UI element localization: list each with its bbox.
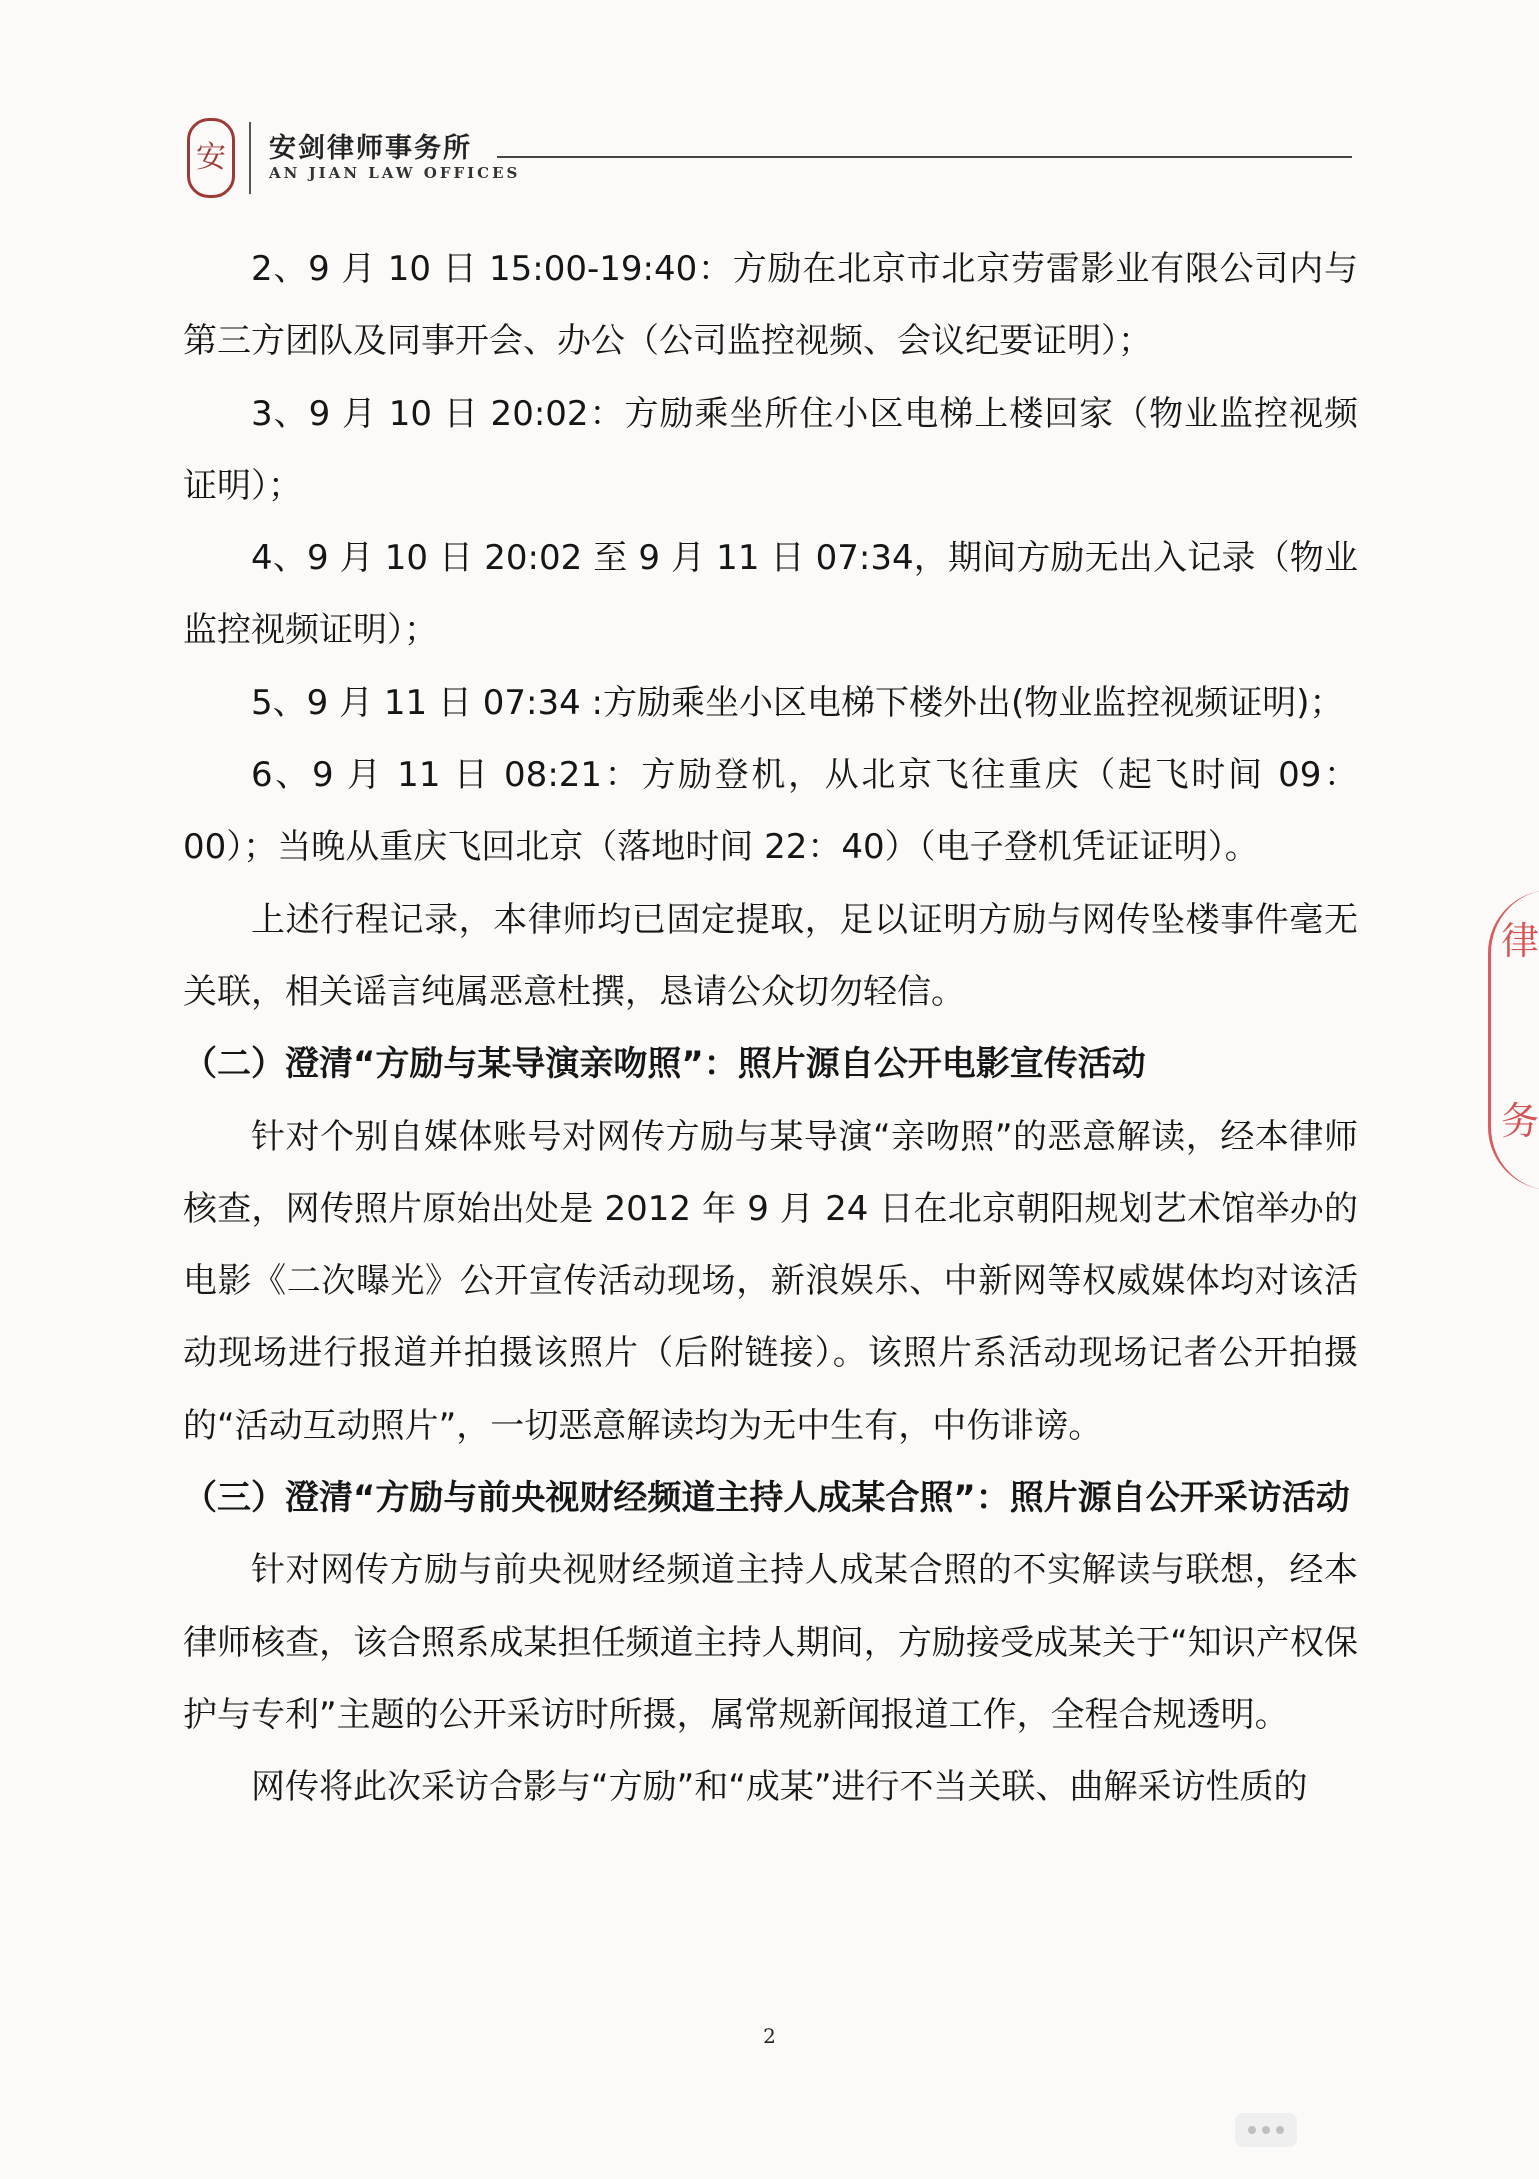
body-paragraph: 4、9 月 10 日 20:02 至 9 月 11 日 07:34，期间方励无出入记录（物业监控视频证明）； [183,538,1358,651]
firm-logo: 安 [187,118,235,198]
page-number: 2 [763,2024,776,2048]
letterhead [187,112,1352,207]
body-paragraph: 上述行程记录，本律师均已固定提取，足以证明方励与网传坠楼事件毫无关联，相关谣言纯属恶意杜撰，恳请公众切勿轻信。 [183,899,1358,1012]
body-paragraph: 针对个别自媒体账号对网传方励与某导演“亲吻照”的恶意解读，经本律师核查，网传照片原始出处是 2012 年 9 月 24 日在北京朝阳规划艺术馆举办的电影《二次曝光》公开宣传活动现场，新浪娱乐、中新网等权威媒体均对该活动现场进行报道并拍摄该照片（后附链接）。该照片系活动现场记者公开拍摄的“活动互动照片”，一切恶意解读均为无中生有，中伤诽谤。 [183,1116,1358,1446]
body-paragraph: 6、9 月 11 日 08:21：方励登机，从北京飞往重庆（起飞时间 09：00）；当晚从重庆飞回北京（落地时间 22：40）（电子登机凭证证明）。 [183,755,1358,868]
document-body [183,233,1358,1824]
letterhead-rule [497,156,1352,158]
firm-name-cn: 安剑律师事务所 [269,133,472,164]
body-paragraph: 网传将此次采访合影与“方励”和“成某”进行不当关联、曲解采访性质的 [251,1767,1308,1808]
body-paragraph: 针对网传方励与前央视财经频道主持人成某合照的不实解读与联想，经本律师核查，该合照系成某担任频道主持人期间，方励接受成某关于“知识产权保护与专利”主题的公开采访时所摄，属常规新闻报道工作，全程合规透明。 [183,1550,1358,1735]
firm-name-en: AN JIAN LAW OFFICES [269,164,521,182]
red-seal-stamp: 律 务 [1488,890,1539,1190]
section-heading: （二）澄清“方励与某导演亲吻照”：照片源自公开电影宣传活动 [183,1044,1146,1085]
body-paragraph: 2、9 月 10 日 15:00-19:40：方励在北京市北京劳雷影业有限公司内与第三方团队及同事开会、办公（公司监控视频、会议纪要证明）； [183,249,1358,362]
body-paragraph: 3、9 月 10 日 20:02：方励乘坐所住小区电梯上楼回家（物业监控视频证明）； [183,393,1358,506]
section-heading: （三）澄清“方励与前央视财经频道主持人成某合照”：照片源自公开采访活动 [183,1478,1350,1519]
letterhead-divider [249,122,251,194]
more-options-icon [1235,2113,1297,2147]
body-paragraph: 5、9 月 11 日 07:34 :方励乘坐小区电梯下楼外出(物业监控视频证明)； [251,682,1344,723]
